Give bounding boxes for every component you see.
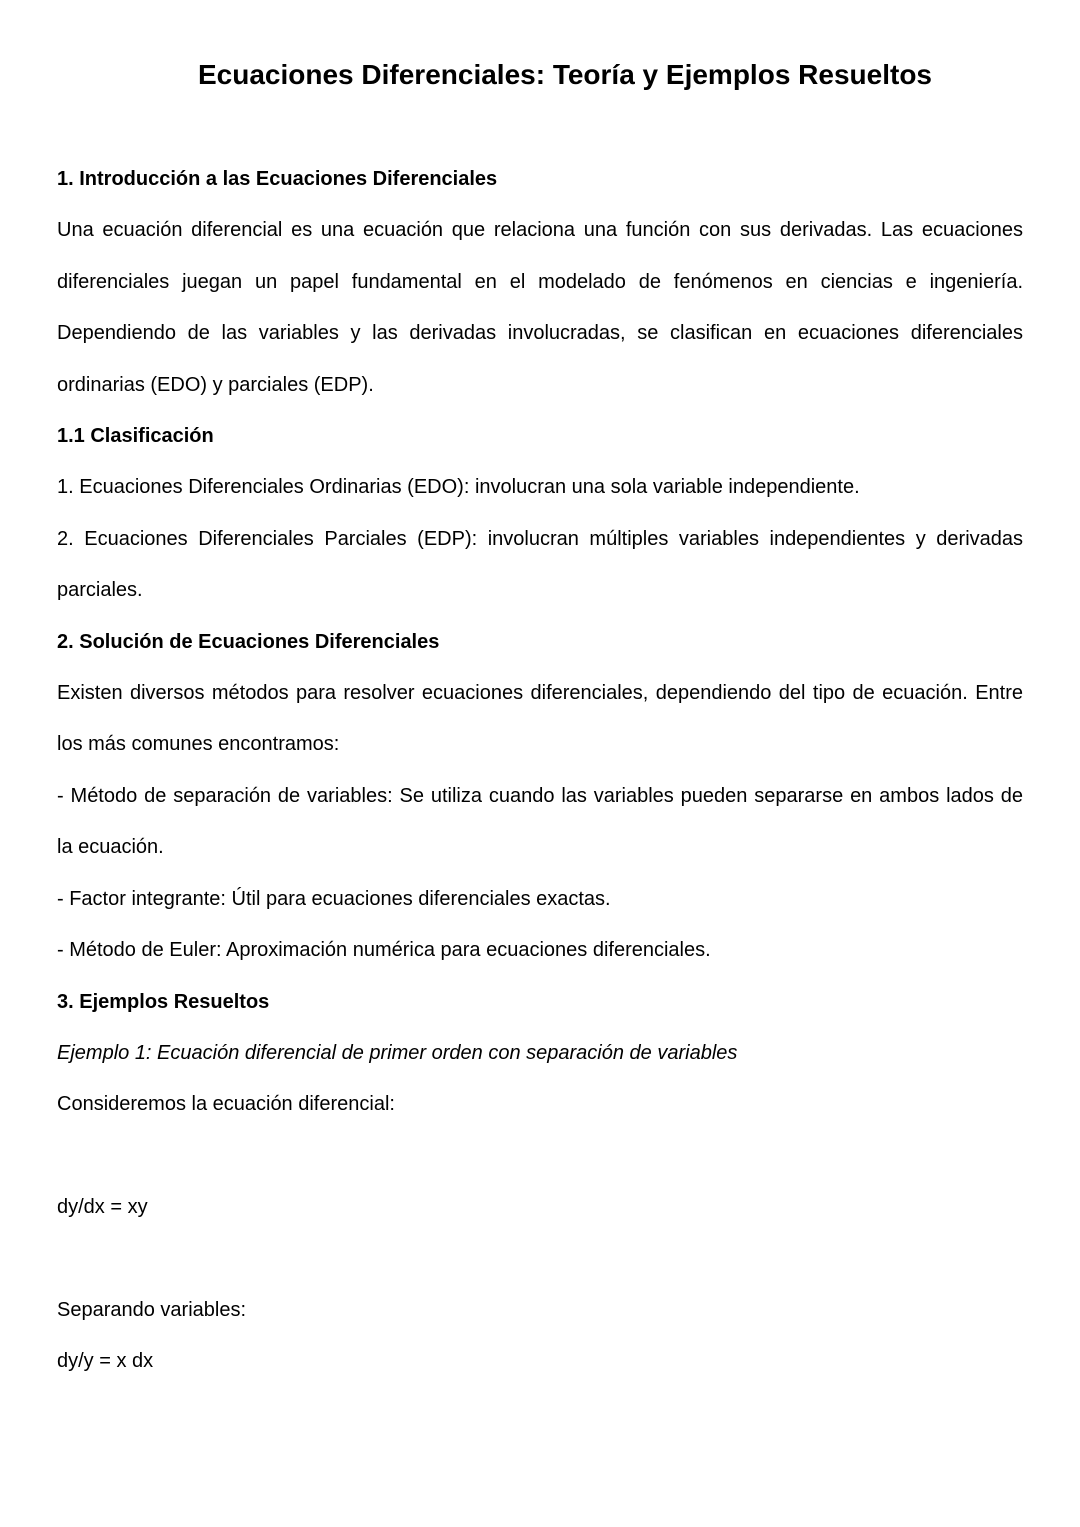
blank-line: [57, 1234, 1023, 1285]
list-item-separation: - Método de separación de variables: Se utiliza cuando las variables pueden separarse en ambos lados de la ecuación.: [57, 784, 1023, 859]
equation-separated: dy/y = x dx: [57, 1350, 154, 1373]
document-title: Ecuaciones Diferenciales: Teoría y Ejemplos Resueltos: [198, 59, 932, 90]
paragraph-intro: Una ecuación diferencial es una ecuación que relaciona una función con sus derivadas. Las ecuaciones diferenciales juegan un papel fundamental en el modelado de fenómenos en ciencias e ingeniería. Dependiendo de las variables y las derivadas involucradas, se clasifican en ecuaciones diferenciales ordinarias (EDO) y parciales (EDP).: [57, 219, 1023, 396]
section-heading-classification: 1.1 Clasificación: [57, 425, 214, 448]
list-item-edo: 1. Ecuaciones Diferenciales Ordinarias (EDO): involucran una sola variable independiente.: [57, 476, 860, 499]
section-heading-intro: 1. Introducción a las Ecuaciones Diferenciales: [57, 168, 498, 190]
example-intro: Consideremos la ecuación diferencial:: [57, 1093, 395, 1116]
example-title: Ejemplo 1: Ecuación diferencial de primer orden con separación de variables: [57, 1041, 738, 1064]
list-item-edp: 2. Ecuaciones Diferenciales Parciales (EDP): involucran múltiples variables independientes y derivadas parciales.: [57, 527, 1023, 602]
blank-line: [57, 1131, 1023, 1182]
list-item-euler: - Método de Euler: Aproximación numérica para ecuaciones diferenciales.: [57, 939, 711, 962]
equation-original: dy/dx = xy: [57, 1196, 148, 1219]
section-heading-solution: 2. Solución de Ecuaciones Diferenciales: [57, 630, 440, 653]
paragraph-solution: Existen diversos métodos para resolver ecuaciones diferenciales, dependiendo del tipo de ecuación. Entre los más comunes encontramos:: [57, 682, 1023, 756]
separation-label: Separando variables:: [57, 1298, 247, 1321]
document-body: [57, 154, 1023, 1388]
list-item-integrating-factor: - Factor integrante: Útil para ecuaciones diferenciales exactas.: [57, 887, 611, 910]
section-heading-examples: 3. Ejemplos Resueltos: [57, 990, 270, 1013]
